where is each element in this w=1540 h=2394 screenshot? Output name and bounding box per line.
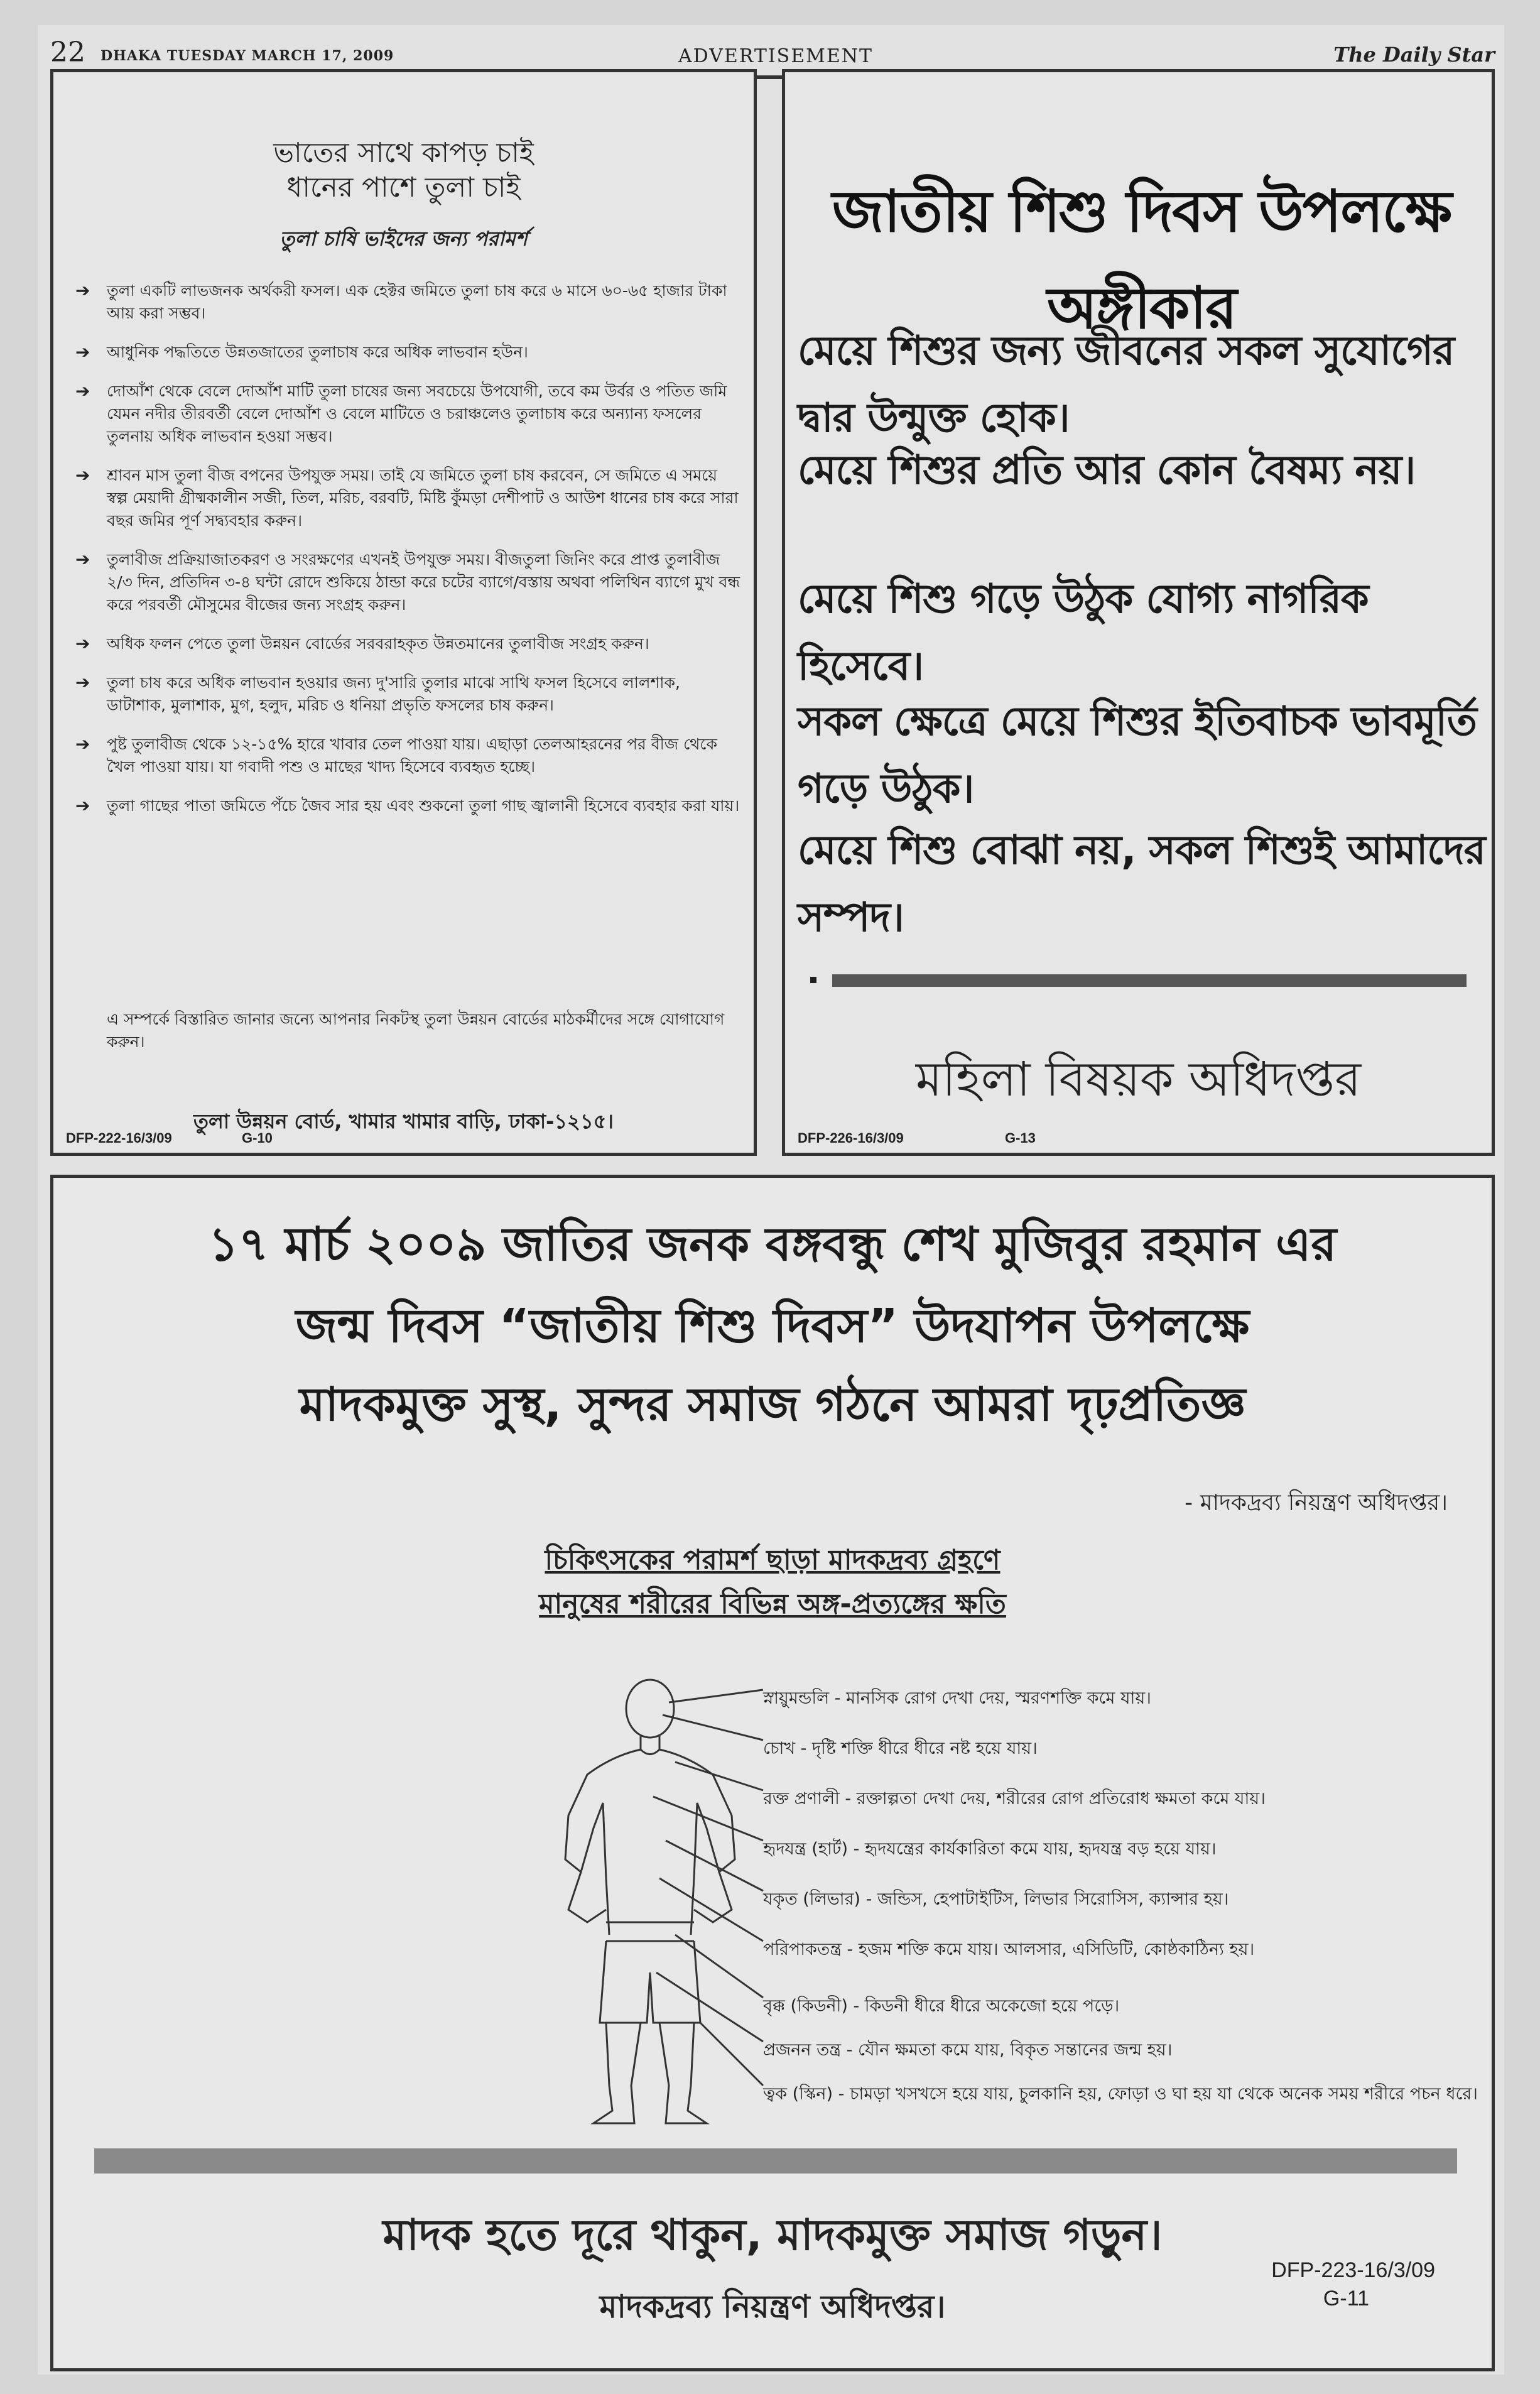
newspaper-page [38, 25, 1504, 2375]
arrow-icon: ➔ [75, 633, 90, 654]
narcotics-headline: ১৭ মার্চ ২০০৯ জাতির জনক বঙ্গবন্ধু শেখ মুজিবুর রহমান এর [208, 1217, 1337, 1271]
narcotics-org-line: - মাদকদ্রব্য নিয়ন্ত্রণ অধিদপ্তর। [1185, 1490, 1448, 1516]
list-item: পরিপাকতন্ত্র - হজম শক্তি কমে যায়। আলসার, এসিডিটি, কোষ্ঠকাঠিন্য হয়। [763, 1940, 1255, 1959]
list-item: ➔ তুলা চাষ করে অধিক লাভবান হওয়ার জন্য দু'সারি তুলার মাঝে সাথি ফসল হিসেবে লালশাক, ডাটাশাক, মুলাশাক, মুগ, হলুদ, মরিচ ও ধনিয়া প্রভৃতি ফসলের চাষ করুন। [75, 672, 680, 714]
cotton-subheading: তুলা চাষি ভাইদের জন্য পরামর্শ [279, 227, 528, 251]
health-effects-title: মানুষের শরীরের বিভিন্ন অঙ্গ-প্রত্যঙ্গের ক্ষতি [539, 1588, 1006, 1620]
cotton-headline-2: ধানের পাশে তুলা চাই [286, 171, 521, 204]
cotton-headline-1: ভাতের সাথে কাপড় চাই [273, 137, 534, 169]
list-item: চোখ - দৃষ্টি শক্তি ধীরে ধীরে নষ্ট হয়ে যায়। [763, 1739, 1038, 1758]
list-item: ➔ তুলা গাছের পাতা জমিতে পঁচে জৈব সার হয় এবং শুকনো তুলা গাছ জ্বালানী হিসেবে ব্যবহার করা যায়। [75, 795, 740, 816]
pledge-line: মেয়ে শিশুর প্রতি আর কোন বৈষম্য নয়। [798, 447, 1416, 494]
arrow-icon: ➔ [75, 465, 90, 486]
narcotics-slogan: মাদক হতে দূরে থাকুন, মাদকমুক্ত সমাজ গড়ুন। [382, 2211, 1163, 2260]
list-item: প্রজনন তন্ত্র - যৌন ক্ষমতা কমে যায়, বিকৃত সন্তানের জন্ম হয়। [763, 2040, 1173, 2060]
list-item: ➔ অধিক ফলন পেতে তুলা উন্নয়ন বোর্ডের সরবরাহকৃত উন্নতমানের তুলাবীজ সংগ্রহ করুন। [75, 633, 649, 654]
cotton-board-address: তুলা উন্নয়ন বোর্ড, খামার খামার বাড়ি, ঢাকা-১২১৫। [193, 1109, 614, 1133]
pledge-line: মেয়ে শিশু গড়ে উঠুক যোগ্য নাগরিক হিসেবে। [798, 576, 1369, 690]
page-number: 22 [50, 36, 85, 68]
arrow-icon: ➔ [75, 549, 90, 570]
womens-affairs-signature: মহিলা বিষয়ক অধিদপ্তর [915, 1051, 1362, 1107]
ad-g-code: G-11 [1323, 2287, 1369, 2310]
ad-code: DFP-223-16/3/09 [1271, 2258, 1435, 2282]
narcotics-advertisement [50, 1175, 1495, 2371]
list-item: ➔ শ্রাবন মাস তুলা বীজ বপনের উপযুক্ত সময়। তাই যে জমিতে তুলা চাষ করবেন, সে জমিতে এ সময়ে স্বল্প মেয়াদী গ্রীষ্মকালীন সজী, তিল, মরিচ, বরবটি, মিষ্টি কুঁমড়া দেশীপাট ও আউশ ধানের চাষ করে সারা বছর জমির পূর্ণ সদ্ব্যবহার করুন। [75, 465, 739, 530]
list-item: যকৃত (লিভার) - জন্ডিস, হেপাটাইটিস, লিভার সিরোসিস, ক্যান্সার হয়। [763, 1890, 1229, 1909]
paper-logo: The Daily Star [1333, 43, 1495, 67]
narcotics-signature: মাদকদ্রব্য নিয়ন্ত্রণ অধিদপ্তর। [599, 2288, 946, 2325]
health-effects-title: চিকিৎসকের পরামর্শ ছাড়া মাদকদ্রব্য গ্রহণে [545, 1544, 1000, 1576]
narcotics-headline: মাদকমুক্ত সুস্থ, সুন্দর সমাজ গঠনে আমরা দৃঢ়প্রতিজ্ঞ [299, 1378, 1246, 1432]
list-item: হৃদযন্ত্র (হার্ট) - হৃদযন্ত্রের কার্যকারিতা কমে যায়, হৃদযন্ত্র বড় হয়ে যায়। [763, 1839, 1217, 1859]
ad-g-code: G-13 [1005, 1130, 1036, 1146]
list-item: ➔ পুষ্ট তুলাবীজ থেকে ১২-১৫% হারে খাবার তেল পাওয়া যায়। এছাড়া তেলআহরনের পর বীজ থেকে খৈল পাওয়া যায়। যা গবাদী পশু ও মাছের খাদ্য হিসেবে ব্যবহৃত হচ্ছে। [75, 734, 717, 776]
section-label: ADVERTISEMENT [678, 45, 874, 67]
list-item: রক্ত প্রণালী - রক্তাল্পতা দেখা দেয়, শরীরের রোগ প্রতিরোধ ক্ষমতা কমে যায়। [763, 1789, 1266, 1809]
list-item: স্নায়ুমন্ডলি - মানসিক রোগ দেখা দেয়, স্মরণশক্তি কমে যায়। [763, 1689, 1151, 1708]
arrow-icon: ➔ [75, 672, 90, 693]
divider-dot [810, 977, 816, 983]
arrow-icon: ➔ [75, 381, 90, 401]
list-item: ➔ তুলা একটি লাভজনক অর্থকরী ফসল। এক হেক্টর জমিতে তুলা চাষ করে ৬ মাসে ৬০-৬৫ হাজার টাকা আয় করা সম্ভব। [75, 280, 727, 322]
cotton-advertisement [50, 69, 757, 1156]
ad-g-code: G-10 [242, 1130, 273, 1146]
narcotics-headline: জন্ম দিবস “জাতীয় শিশু দিবস” উদযাপন উপলক্ষে [295, 1299, 1250, 1353]
dateline: DHAKA TUESDAY MARCH 17, 2009 [100, 48, 394, 64]
ad-code: DFP-226-16/3/09 [798, 1130, 904, 1146]
arrow-icon: ➔ [75, 280, 90, 301]
childrens-day-title: জাতীয় শিশু দিবস উপলক্ষে অঙ্গীকার [832, 178, 1451, 342]
list-item: ➔ তুলাবীজ প্রক্রিয়াজাতকরণ ও সংরক্ষণের এখনই উপযুক্ত সময়। বীজতুলা জিনিং করে প্রাপ্ত তুলাবীজ ২/৩ দিন, প্রতিদিন ৩-৪ ঘন্টা রোদে শুকিয়ে ঠান্ডা করে চটের ব্যাগে/বস্তায় অথবা পলিথিন ব্যাগে মুখ বন্ধ করে পরবর্তী মৌসুমের বীজের জন্য সংগ্রহ করুন। [75, 549, 740, 614]
list-item: ➔ দোআঁশ থেকে বেলে দোআঁশ মাটি তুলা চাষের জন্য সবচেয়ে উপযোগী, তবে কম উর্বর ও পতিত জমি যেমন নদীর তীরবর্তী বেলে দোআঁশ ও বেলে মাটিতে ও চরাঞ্চলেও তুলাচাষ করে অন্যান্য ফসলের তুলনায় অধিক লাভবান হওয়া সম্ভব। [75, 381, 727, 445]
childrens-day-advertisement [782, 69, 1495, 1156]
divider-bar [832, 974, 1467, 987]
arrow-icon: ➔ [75, 734, 90, 754]
cotton-contact-note: এ সম্পর্কে বিস্তারিত জানার জন্যে আপনার নিকটস্থ তুলা উন্নয়ন বোর্ডের মাঠকর্মীদের সঙ্গে যোগাযোগ করুন। [107, 1010, 725, 1051]
pledge-line: মেয়ে শিশুর জন্য জীবনের সকল সুযোগের দ্বার উন্মুক্ত হোক। [798, 328, 1455, 442]
pledge-line: সকল ক্ষেত্রে মেয়ে শিশুর ইতিবাচক ভাবমূর্তি গড়ে উঠুক। [798, 699, 1477, 812]
divider-bar [94, 2148, 1457, 2174]
cotton-advice-list [75, 280, 741, 834]
list-item: ➔ আধুনিক পদ্ধতিতে উন্নতজাতের তুলাচাষ করে অধিক লাভবান হউন। [75, 342, 528, 362]
arrow-icon: ➔ [75, 342, 90, 362]
list-item: ত্বক (স্কিন) - চামড়া খসখসে হয়ে যায়, চুলকানি হয়, ফোড়া ও ঘা হয় যা থেকে অনেক সময় শরীরে পচন ধরে। [763, 2084, 1478, 2104]
pledge-line: মেয়ে শিশু বোঝা নয়, সকল শিশুই আমাদের সম্পদ। [798, 827, 1485, 941]
arrow-icon: ➔ [75, 795, 90, 816]
list-item: বৃক্ক (কিডনী) - কিডনী ধীরে ধীরে অকেজো হয়ে পড়ে। [763, 1996, 1120, 2016]
ad-code: DFP-222-16/3/09 [66, 1130, 172, 1146]
